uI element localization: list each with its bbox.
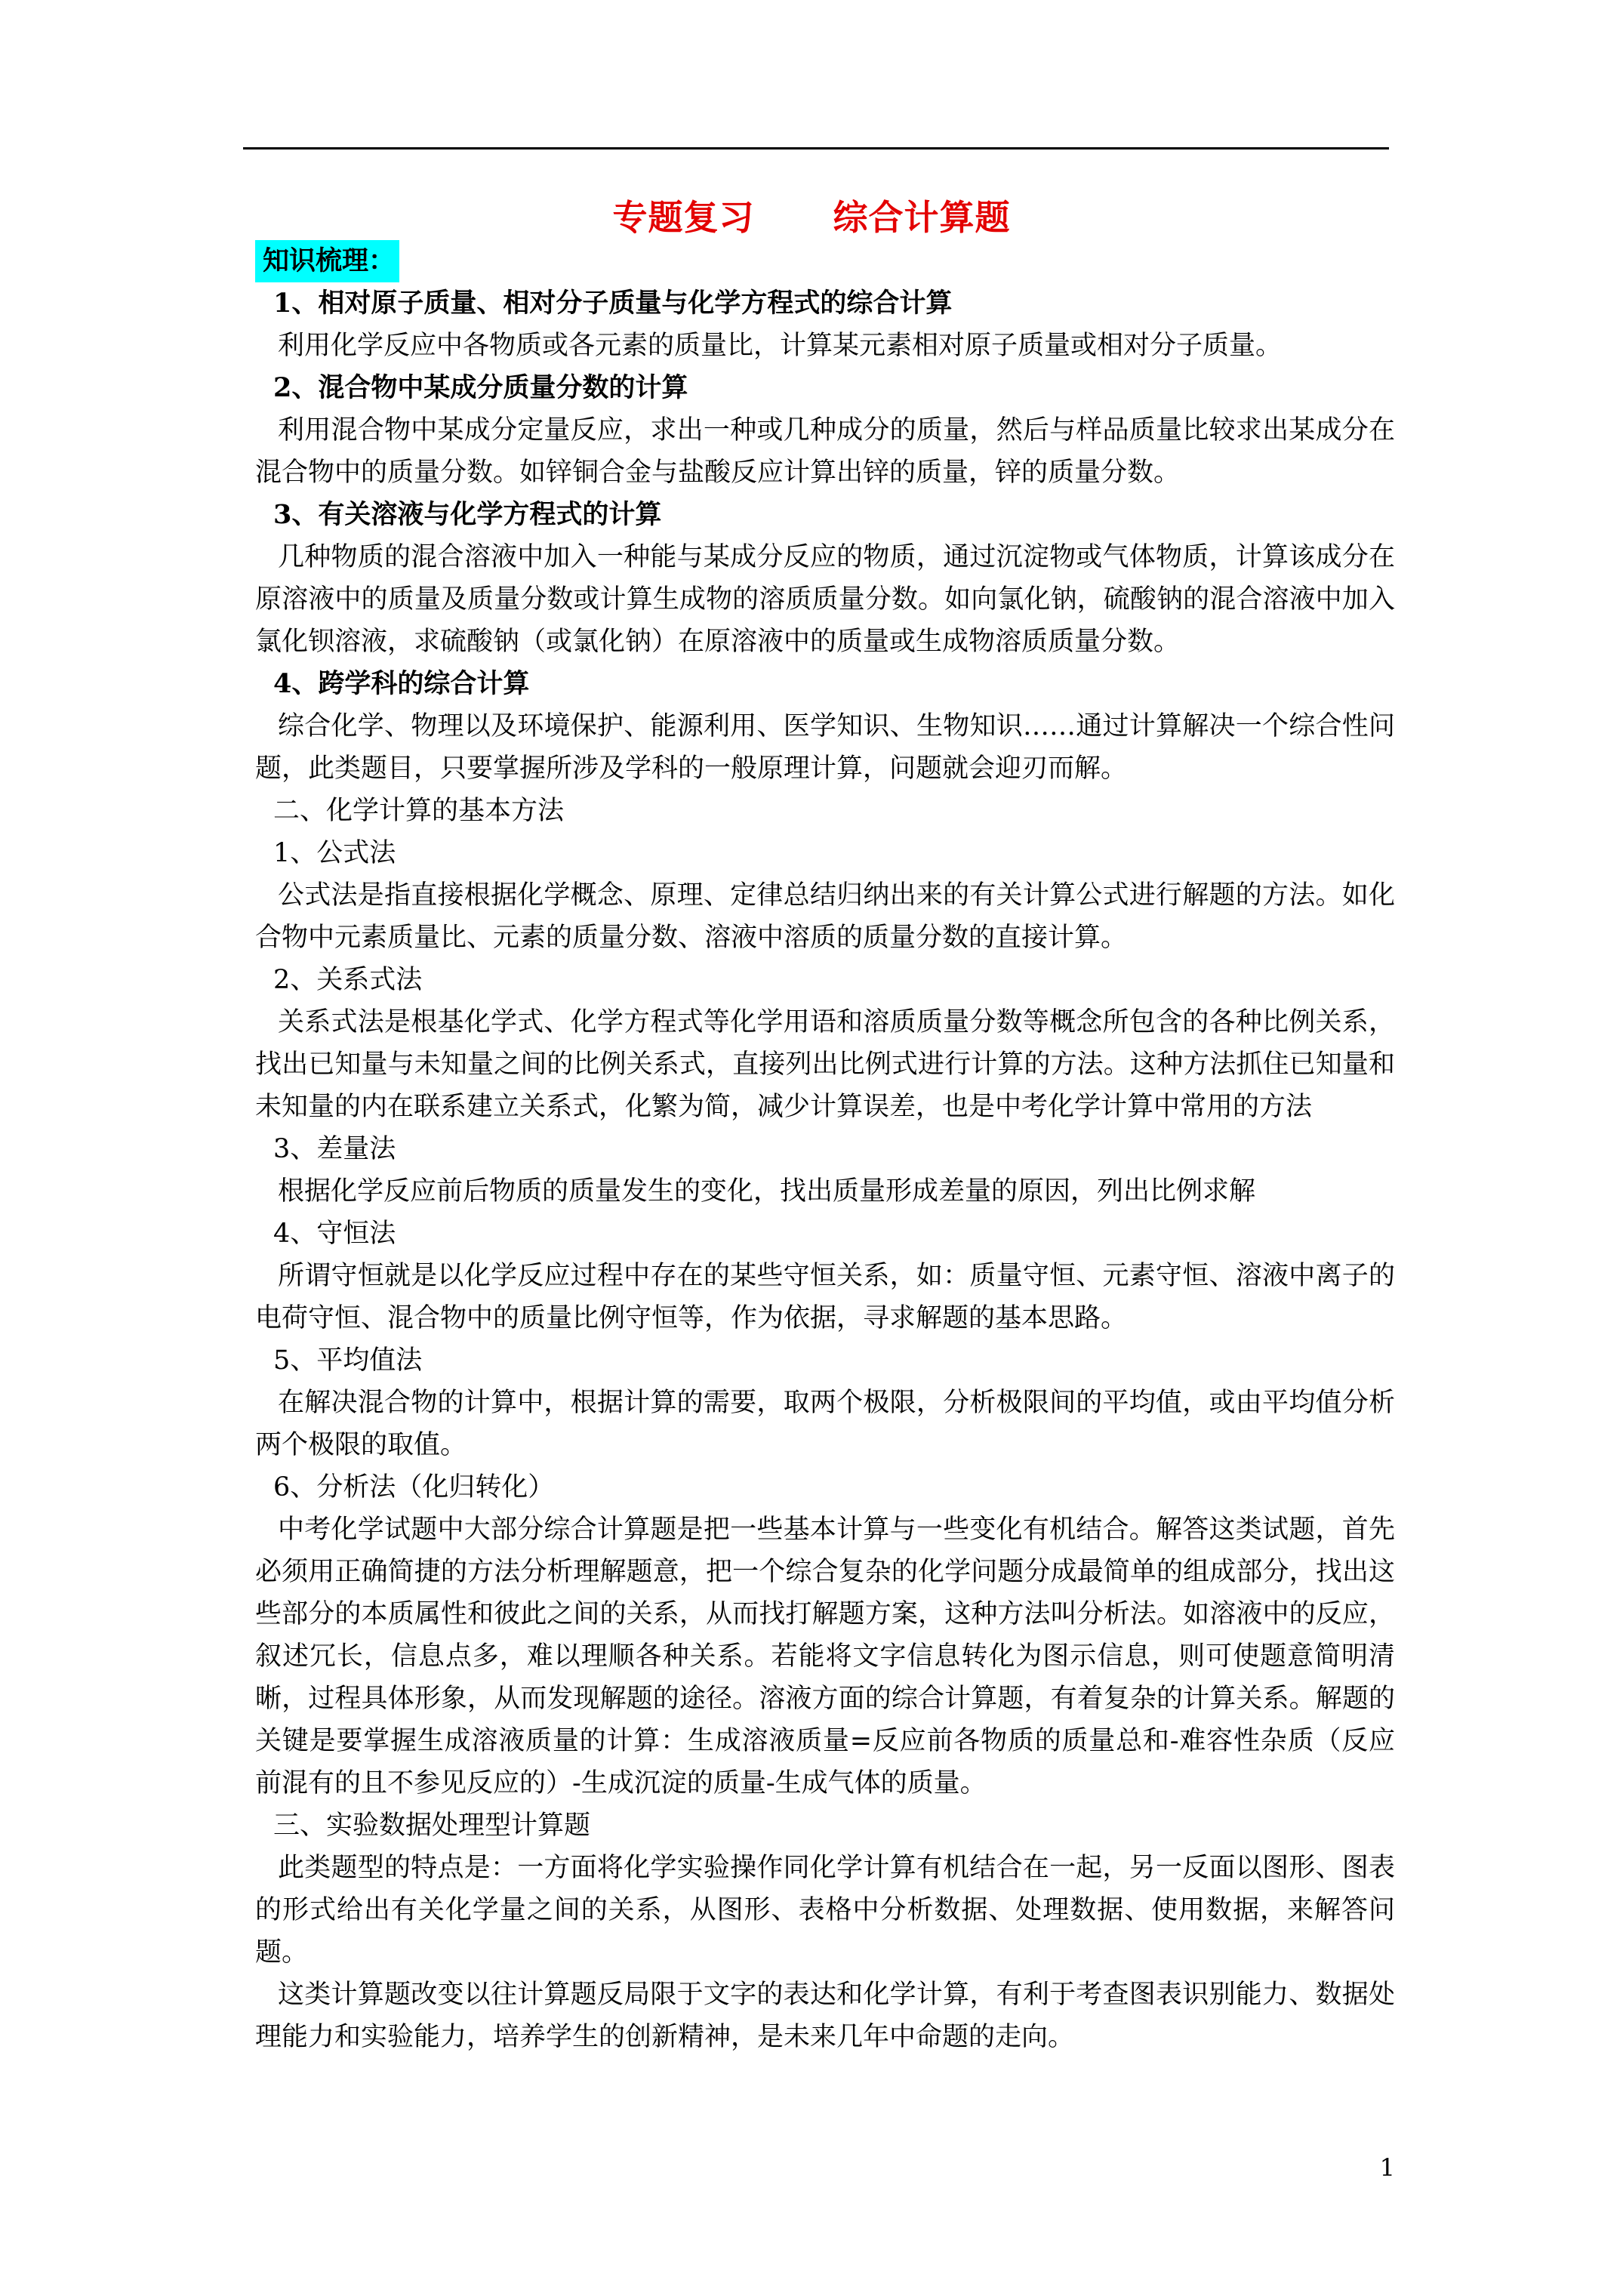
- paragraph: 根据化学反应前后物质的质量发生的变化，找出质量形成差量的原因，列出比例求解: [278, 1176, 1256, 1207]
- page-number: 1: [1379, 2153, 1395, 2182]
- section-heading: 4、跨学科的综合计算: [273, 668, 530, 699]
- method-heading: 3、差量法: [273, 1134, 396, 1164]
- knowledge-heading: [255, 240, 1395, 282]
- paragraph: 关系式法是根基化学式、化学方程式等化学用语和溶质质量分数等概念所包含的各种比例关系，找出已知量与未知量之间的比例关系式，直接列出比例式进行计算的方法。这种方法抓住已知量和未知量的内在联系建立关系式，化繁为简，减少计算误差，也是中考化学计算中常用的方法: [255, 1007, 1395, 1122]
- header-rule: [243, 147, 1389, 149]
- paragraph: 此类题型的特点是：一方面将化学实验操作同化学计算有机结合在一起，另一反面以图形、图表的形式给出有关化学量之间的关系，从图形、表格中分析数据、处理数据、使用数据，来解答问题。: [255, 1853, 1395, 1968]
- paragraph: 利用混合物中某成分定量反应，求出一种或几种成分的质量，然后与样品质量比较求出某成分在混合物中的质量分数。如锌铜合金与盐酸反应计算出锌的质量，锌的质量分数。: [255, 415, 1395, 488]
- paragraph: 综合化学、物理以及环境保护、能源利用、医学知识、生物知识……通过计算解决一个综合性问题，此类题目，只要掌握所涉及学科的一般原理计算，问题就会迎刃而解。: [255, 711, 1395, 784]
- section-heading: 1、相对原子质量、相对分子质量与化学方程式的综合计算: [273, 288, 953, 319]
- paragraph: 在解决混合物的计算中，根据计算的需要，取两个极限，分析极限间的平均值，或由平均值分析两个极限的取值。: [255, 1388, 1395, 1460]
- method-heading: 1、公式法: [273, 838, 396, 868]
- section-heading: 3、有关溶液与化学方程式的计算: [273, 499, 662, 530]
- page-title: 专题复习 综合计算题: [612, 197, 1011, 238]
- paragraph: 所谓守恒就是以化学反应过程中存在的某些守恒关系，如：质量守恒、元素守恒、溶液中离子的电荷守恒、混合物中的质量比例守恒等，作为依据，寻求解题的基本思路。: [255, 1261, 1395, 1333]
- paragraph: 这类计算题改变以往计算题反局限于文字的表达和化学计算，有利于考查图表识别能力、数据处理能力和实验能力，培养学生的创新精神，是未来几年中命题的走向。: [255, 1980, 1395, 2052]
- method-heading: 4、守恒法: [273, 1219, 396, 1249]
- section-heading: 二、化学计算的基本方法: [273, 796, 565, 826]
- document-body: [255, 240, 1395, 2058]
- highlight-label: 知识梳理：: [255, 240, 399, 282]
- paragraph: 中考化学试题中大部分综合计算题是把一些基本计算与一些变化有机结合。解答这类试题，首先必须用正确简捷的方法分析理解题意，把一个综合复杂的化学问题分成最简单的组成部分，找出这些部分的本质属性和彼此之间的关系，从而找打解题方案，这种方法叫分析法。如溶液中的反应，叙述冗长，信息点多，难以理顺各种关系。若能将文字信息转化为图示信息，则可使题意简明清晰，过程具体形象，从而发现解题的途径。溶液方面的综合计算题，有着复杂的计算关系。解题的关键是要掌握生成溶液质量的计算：生成溶液质量=反应前各物质的质量总和-难容性杂质（反应前混有的且不参见反应的）-生成沉淀的质量-生成气体的质量。: [255, 1515, 1395, 1798]
- paragraph: 几种物质的混合溶液中加入一种能与某成分反应的物质，通过沉淀物或气体物质，计算该成分在原溶液中的质量及质量分数或计算生成物的溶质质量分数。如向氯化钠，硫酸钠的混合溶液中加入氯化钡溶液，求硫酸钠（或氯化钠）在原溶液中的质量或生成物溶质质量分数。: [255, 542, 1395, 657]
- method-heading: 5、平均值法: [273, 1345, 423, 1376]
- method-heading: 6、分析法（化归转化）: [273, 1472, 555, 1502]
- paragraph: 利用化学反应中各物质或各元素的质量比，计算某元素相对原子质量或相对分子质量。: [278, 331, 1283, 361]
- section-heading: 三、实验数据处理型计算题: [273, 1811, 591, 1841]
- section-heading: 2、混合物中某成分质量分数的计算: [273, 372, 688, 403]
- paragraph: 公式法是指直接根据化学概念、原理、定律总结归纳出来的有关计算公式进行解题的方法。如化合物中元素质量比、元素的质量分数、溶液中溶质的质量分数的直接计算。: [255, 880, 1395, 953]
- method-heading: 2、关系式法: [273, 965, 423, 995]
